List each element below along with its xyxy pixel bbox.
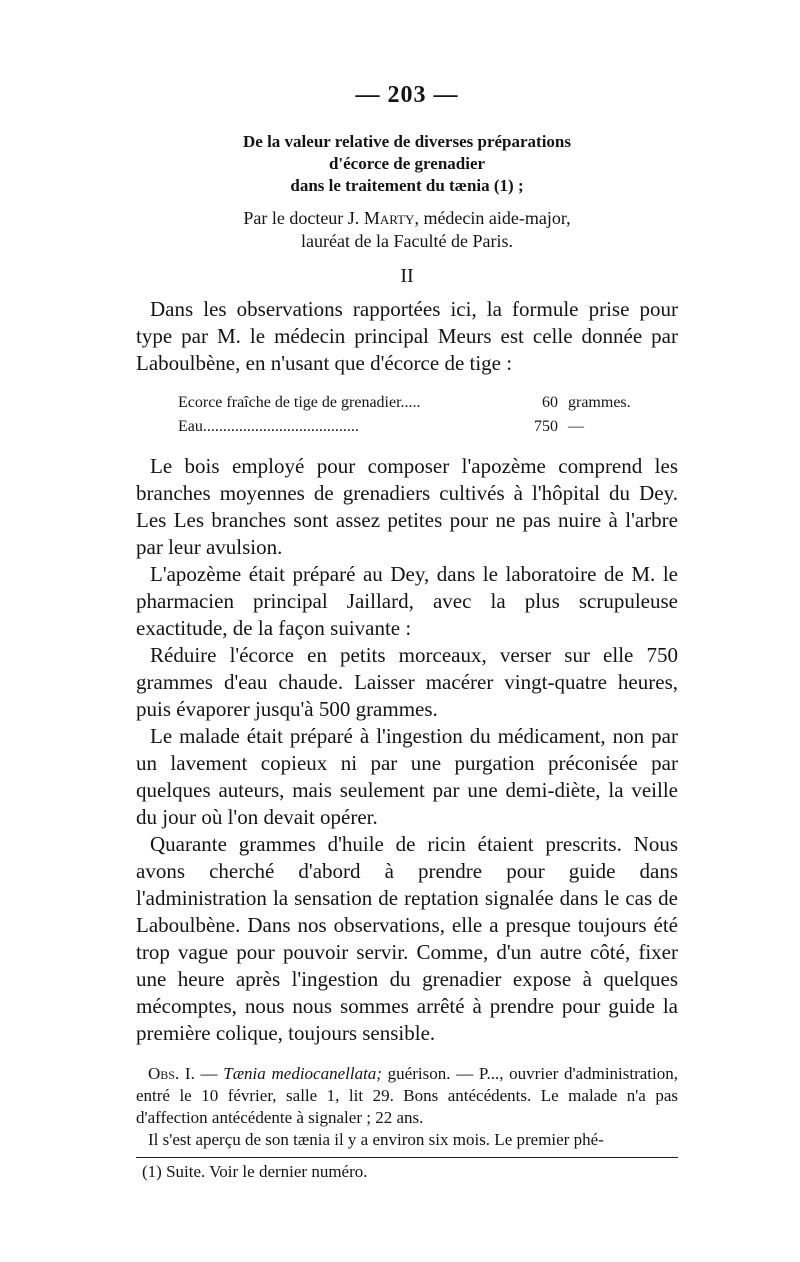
author-byline: [136, 207, 678, 253]
author-suffix: , médecin aide-major,: [414, 208, 571, 228]
recipe-row: [136, 415, 678, 439]
ingredient-name: Eau.......................................: [178, 418, 359, 435]
recipe-row: [136, 391, 678, 415]
body-paragraph: Quarante grammes d'huile de ricin étaient prescrits. Nous avons cherché d'abord à prendre pour guide dans l'administration la sensation de reptation signalée dans le cas de Laboulbène. Dans nos observations, elle a presque toujours été trop vague pour pouvoir servir. Comme, d'un autre côté, fixer une heure après l'ingestion du grenadier expose à quelques mécomptes, nous nous sommes arrêté à prendre pour guide la première colique, toujours sensible.: [136, 832, 678, 1045]
article-title: [136, 131, 678, 197]
observation-paragraph: Obs. I. — Tænia mediocanellata; guérison. — P..., ouvrier d'administration, entré le 10 février, salle 1, lit 29. Bons antécédents. Le malade n'a pas d'affection antécédente à signaler ; 22 ans.: [136, 1064, 679, 1127]
ingredient-unit: —: [568, 418, 584, 435]
author-affiliation: lauréat de la Faculté de Paris.: [301, 231, 513, 251]
section-heading: II: [400, 265, 414, 287]
ingredient-unit: grammes.: [568, 394, 631, 411]
recipe-table: [136, 391, 678, 439]
observation-text: guérison. — P..., ouvrier d'administration, entré le 10 février, salle 1, lit 29. Bons antécédents. Le malade n'a pas d'affection antécédente à signaler ; 22 ans.: [136, 1064, 679, 1127]
body-paragraph: Le malade était préparé à l'ingestion du médicament, non par un lavement copieux ni par une purgation préconisée par quelques auteurs, mais seulement par une demi-diète, la veille du jour où l'on devait opérer.: [136, 724, 678, 829]
body-paragraph: Réduire l'écorce en petits morceaux, verser sur elle 750 grammes d'eau chaude. Laisser macérer vingt-quatre heures, puis évaporer jusqu'à 500 grammes.: [136, 643, 678, 721]
ingredient-quantity: 60: [542, 394, 558, 411]
observation-continuation: Il s'est aperçu de son tænia il y a environ six mois. Le premier phé-: [148, 1130, 604, 1149]
title-line-1: De la valeur relative de diverses préparations: [243, 132, 571, 151]
body-paragraph: Le bois employé pour composer l'apozème comprend les branches moyennes de grenadiers cultivés à l'hôpital du Dey. Les Les branches sont assez petites pour ne pas nuire à l'arbre par leur avulsion.: [136, 454, 678, 559]
footnote: (1) Suite. Voir le dernier numéro.: [142, 1162, 368, 1181]
ingredient-name: Ecorce fraîche de tige de grenadier.....: [178, 394, 421, 411]
intro-paragraph: Dans les observations rapportées ici, la formule prise pour type par M. le médecin principal Meurs est celle donnée par Laboulbène, en n'usant que d'écorce de tige :: [136, 297, 678, 375]
author-name: Marty: [363, 208, 415, 228]
observation-species: Tænia mediocanellata;: [223, 1064, 382, 1083]
document-page: [136, 82, 678, 1182]
title-line-3: dans le traitement du tænia (1) ;: [290, 176, 524, 195]
ingredient-quantity: 750: [534, 418, 558, 435]
author-prefix: Par le docteur J.: [243, 208, 364, 228]
observation-label: Obs. I.: [148, 1064, 195, 1083]
observation-block: [136, 1063, 678, 1151]
footnote-divider: [136, 1157, 678, 1158]
page-number: — 203 —: [355, 82, 459, 108]
title-line-2: d'écorce de grenadier: [328, 154, 486, 173]
body-paragraph: L'apozème était préparé au Dey, dans le laboratoire de M. le pharmacien principal Jaillard, avec la plus scrupuleuse exactitude, de la façon suivante :: [136, 562, 678, 640]
